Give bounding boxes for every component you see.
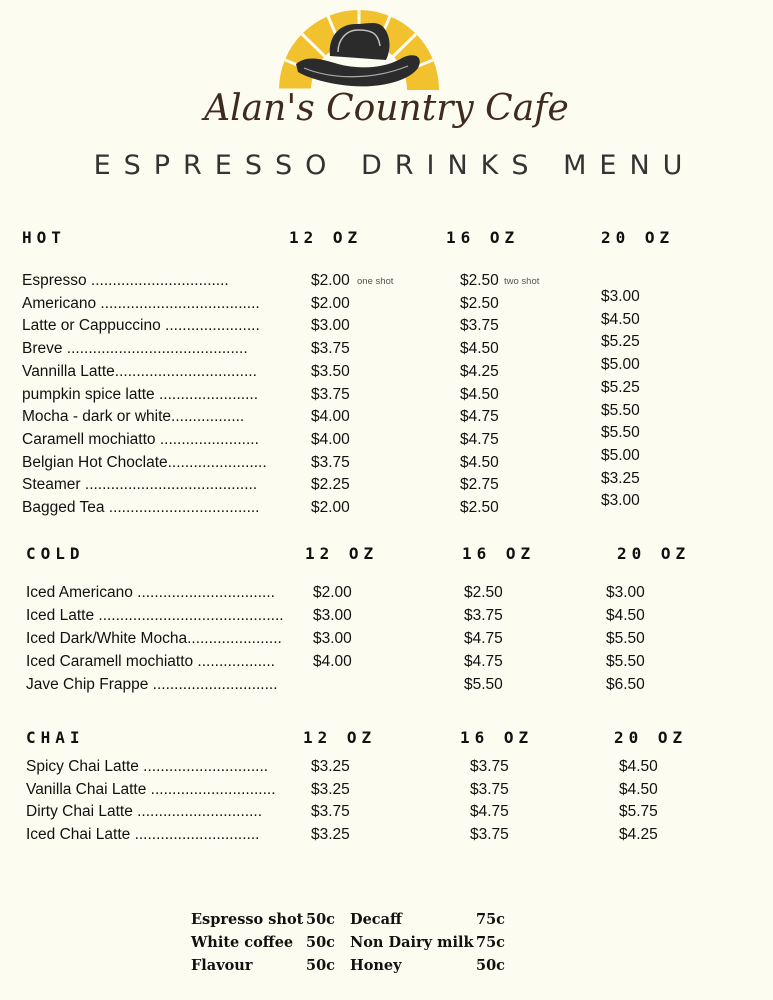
price-12oz: $3.75 xyxy=(311,453,350,471)
menu-item-name: Iced Caramell mochiatto .................. xyxy=(26,653,275,670)
cafe-logo xyxy=(268,8,450,92)
extra-price: 50c xyxy=(476,957,506,974)
price-12oz: $2.00 xyxy=(311,499,350,516)
price-12oz: $2.00 xyxy=(311,294,350,312)
price-16oz: $3.75 xyxy=(470,780,509,798)
cowboy-hat-sun-icon xyxy=(268,8,450,92)
price-20oz: $4.50 xyxy=(619,780,658,798)
menu-item-name: pumpkin spice latte ....................... xyxy=(22,385,259,403)
price-20oz: $4.25 xyxy=(619,826,658,844)
chai-header: CHAI xyxy=(26,728,85,747)
price-16oz: $4.50 xyxy=(460,340,499,358)
menu-item-name: Espresso ................................ xyxy=(22,272,229,289)
price-12oz: $2.25 xyxy=(311,476,350,494)
price-12oz: $3.50 xyxy=(311,362,350,380)
price-20oz: $6.50 xyxy=(606,676,645,693)
menu-item-name: Iced Chai Latte ............................. xyxy=(26,826,260,844)
extra-label: Espresso shot xyxy=(191,911,304,928)
price-16oz: $4.50 xyxy=(460,453,499,471)
price-note: two shot xyxy=(504,276,540,287)
price-12oz: $3.00 xyxy=(311,317,350,335)
menu-item-name: Iced Latte ........................................... xyxy=(26,607,284,624)
price-16oz: $5.50 xyxy=(464,676,503,693)
menu-item-name: Bagged Tea ................................... xyxy=(22,499,260,516)
price-16oz: $3.75 xyxy=(460,317,499,335)
price-16oz: $4.75 xyxy=(464,653,503,670)
price-20oz: $5.50 xyxy=(606,653,645,670)
menu-item-name: Steamer ........................................ xyxy=(22,476,258,494)
menu-item-name: Jave Chip Frappe ............................. xyxy=(26,676,278,693)
menu-item-name: Breve .......................................... xyxy=(22,340,248,358)
price-20oz: $5.00 xyxy=(601,356,640,374)
chai-size-16-header: 16 OZ xyxy=(460,728,534,747)
price-16oz: $2.50 xyxy=(460,294,499,312)
price-12oz: $2.00 xyxy=(313,584,352,601)
price-12oz: $3.75 xyxy=(311,803,350,821)
price-12oz: $4.00 xyxy=(311,408,350,426)
price-20oz: $5.25 xyxy=(601,378,640,396)
extra-price: 75c xyxy=(476,934,506,951)
price-20oz: $4.50 xyxy=(619,758,658,775)
price-12oz: $3.25 xyxy=(311,758,350,775)
hot-size-20-header: 20 OZ xyxy=(601,228,675,247)
price-16oz: $4.75 xyxy=(464,630,503,647)
menu-item-name: Belgian Hot Choclate....................... xyxy=(22,453,267,471)
price-12oz: $4.00 xyxy=(313,653,352,670)
extra-price: 50c xyxy=(306,934,336,951)
price-20oz: $3.00 xyxy=(601,492,640,510)
price-20oz: $5.25 xyxy=(601,333,640,351)
cold-size-12-header: 12 OZ xyxy=(305,544,379,563)
price-12oz: $3.00 xyxy=(313,630,352,647)
price-12oz: $3.00 xyxy=(313,607,352,624)
price-16oz: $2.50 xyxy=(464,584,503,601)
menu-item-name: Caramell mochiatto ....................... xyxy=(22,430,259,448)
price-16oz: $3.75 xyxy=(464,607,503,624)
menu-title: ESPRESSO DRINKS MENU xyxy=(93,150,696,181)
price-16oz: $3.75 xyxy=(470,826,509,844)
price-16oz: $4.50 xyxy=(460,385,499,403)
menu-item-name: Latte or Cappuccino ...................... xyxy=(22,317,260,335)
price-12oz: $3.25 xyxy=(311,826,350,844)
menu-item-name: Iced Dark/White Mocha...................... xyxy=(26,630,282,647)
menu-item-name: Vanilla Chai Latte ............................. xyxy=(26,780,276,798)
price-20oz: $5.50 xyxy=(601,401,640,419)
hot-size-12-header: 12 OZ xyxy=(289,228,363,247)
price-20oz: $3.00 xyxy=(606,584,645,601)
cold-size-16-header: 16 OZ xyxy=(462,544,536,563)
chai-size-12-header: 12 OZ xyxy=(303,728,377,747)
price-16oz: $2.50 xyxy=(460,272,499,289)
price-16oz: $4.75 xyxy=(460,430,499,448)
cold-header: COLD xyxy=(26,544,85,563)
hot-header: HOT xyxy=(22,228,66,247)
price-12oz: $2.00 xyxy=(311,272,350,289)
menu-item-name: Iced Americano ................................ xyxy=(26,584,275,601)
extra-label: Flavour xyxy=(191,957,253,974)
price-16oz: $3.75 xyxy=(470,758,509,775)
extra-label: Honey xyxy=(350,957,402,974)
price-20oz: $5.50 xyxy=(606,630,645,647)
price-12oz: $3.75 xyxy=(311,385,350,403)
price-note: one shot xyxy=(357,276,394,287)
extra-label: Non Dairy milk xyxy=(350,934,474,951)
menu-item-name: Spicy Chai Latte ............................. xyxy=(26,758,269,775)
hot-size-16-header: 16 OZ xyxy=(446,228,520,247)
price-16oz: $4.75 xyxy=(460,408,499,426)
price-20oz: $3.00 xyxy=(601,288,640,305)
price-20oz: $4.50 xyxy=(601,310,640,328)
price-20oz: $5.00 xyxy=(601,446,640,464)
price-12oz: $3.75 xyxy=(311,340,350,358)
price-20oz: $5.50 xyxy=(601,424,640,442)
extra-price: 50c xyxy=(306,911,336,928)
extra-price: 50c xyxy=(306,957,336,974)
menu-item-name: Americano ..................................... xyxy=(22,294,260,312)
extra-price: 75c xyxy=(476,911,506,928)
price-20oz: $3.25 xyxy=(601,469,640,487)
price-12oz: $3.25 xyxy=(311,780,350,798)
cold-size-20-header: 20 OZ xyxy=(617,544,691,563)
price-16oz: $2.50 xyxy=(460,499,499,516)
chai-size-20-header: 20 OZ xyxy=(614,728,688,747)
menu-item-name: Mocha - dark or white................. xyxy=(22,408,245,426)
price-16oz: $4.75 xyxy=(470,803,509,821)
menu-item-name: Vannilla Latte................................. xyxy=(22,362,257,380)
extra-label: White coffee xyxy=(191,934,294,951)
price-20oz: $4.50 xyxy=(606,607,645,624)
price-20oz: $5.75 xyxy=(619,803,658,821)
menu-item-name: Dirty Chai Latte ............................. xyxy=(26,803,263,821)
price-16oz: $2.75 xyxy=(460,476,499,494)
price-12oz: $4.00 xyxy=(311,430,350,448)
extra-label: Decaff xyxy=(350,911,402,928)
price-16oz: $4.25 xyxy=(460,362,499,380)
cafe-name: Alan's Country Cafe xyxy=(204,88,569,129)
